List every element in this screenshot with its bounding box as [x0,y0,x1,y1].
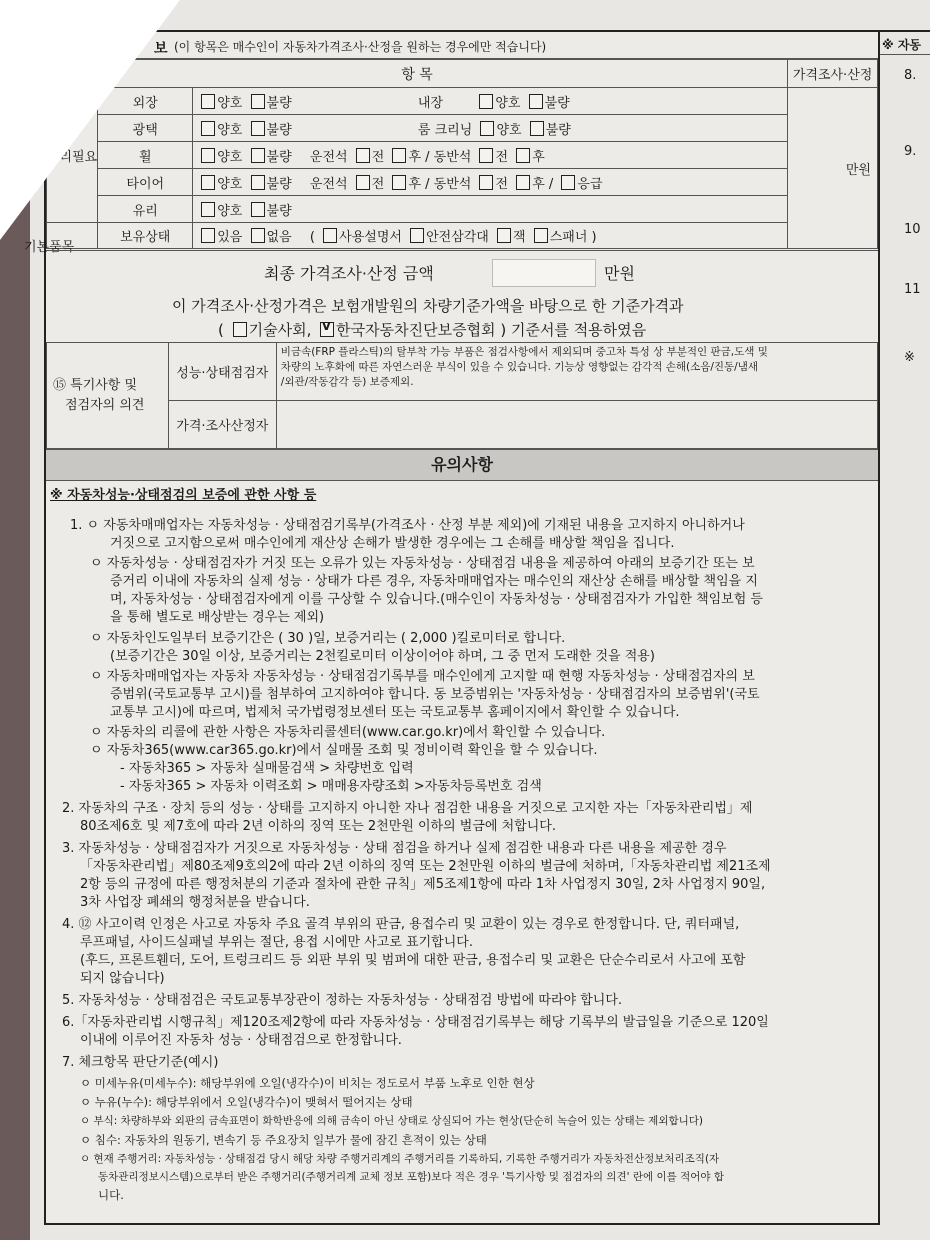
checkbox-wheel-driver-front[interactable] [356,148,370,163]
notice-line: 이내에 이루어진 자동차 성능 · 상태점검으로 한정합니다. [80,1033,402,1048]
adjacent-column [880,30,930,1227]
label-holdings: 보유상태 [98,223,193,249]
checkbox-cleaning-bad[interactable] [530,121,544,136]
label-good: 양호 [217,176,243,192]
page-fold [0,0,180,240]
notice-line: ㅇ 부식: 차량하부와 외판의 금속표면이 화학반응에 의해 금속이 아닌 상태로 상실되어 가는 현상(단순히 녹슬어 있는 상태는 제외합니다) [80,1115,703,1127]
checkbox-tire-driver-rear[interactable] [392,175,406,190]
label-bad: 불량 [266,122,292,138]
label-good: 양호 [217,149,243,165]
label-bad: 불량 [544,95,570,111]
final-price-section [46,250,878,343]
label-front: 전 [371,176,385,192]
label-emergency: 응급 [577,176,603,192]
paren-open: ( [309,230,315,245]
checkbox-interior-bad[interactable] [529,94,543,109]
notice-title: 유의사항 [46,449,878,481]
group-repair-label: 수리필요 [47,149,98,165]
notice-line: 증거리 이내에 자동차의 실제 성능 · 상태가 다른 경우, 자동차매매업자는 매수인의 재산상 손해를 배상할 책임을 지 [110,574,758,589]
label-interior: 내장 [417,95,444,111]
label-bad: 불량 [266,203,292,219]
label-bad: 불량 [266,149,292,165]
paren-open: ( [218,321,224,339]
notice-line: 증범위(국토교통부 고시)를 첨부하여 고지하여야 합니다. 동 보증범위는 '자동차성능 · 상태점검자의 보증범위'(국토 [110,687,760,702]
special-label-line1: ⑮ 특기사항 및 [53,377,138,393]
adjacent-item: 11 [904,282,921,297]
price-cell[interactable] [788,88,878,249]
checkbox-jack[interactable] [497,228,511,243]
inspector-note-line: 차량의 노후화에 따른 자연스러운 부식이 있을 수 있습니다. 기능상 영향없는 감각적 손해(소음/진동/냄새 [280,361,759,373]
basis-suffix: ) 기준서를 적용하였음 [500,321,647,339]
label-wheel: 휠 [98,142,193,169]
col-price-header: 가격조사·산정 [788,60,878,88]
label-bad: 불량 [266,95,292,111]
notice-line: 을 통해 별도로 배상받는 경우는 제외) [110,610,325,625]
notice-line: 3. 자동차성능 · 상태점검자가 거짓으로 자동차성능 · 상태 점검을 하거나 실제 점검한 내용과 다른 내용을 제공한 경우 [62,841,727,856]
checkbox-have[interactable] [201,228,215,243]
notice-line: ㅇ 미세누유(미세누수): 해당부위에 오일(냉각수)이 비치는 정도로서 부품 노후로 인한 현상 [80,1076,535,1090]
notice-line: - 자동차365 > 자동차 실매물검색 > 차량번호 입력 [120,761,414,776]
checkbox-tire-passenger-front[interactable] [479,175,493,190]
group-basic-label: 기본품목 [24,240,75,255]
checkbox-exterior-bad[interactable] [251,94,265,109]
special-label-cell [47,343,169,449]
checkbox-wheel-passenger-rear[interactable] [516,148,530,163]
notice-line: 6.「자동차관리법 시행규칙」제120조제2항에 따라 자동차성능 · 상태점검기록부는 해당 기록부의 발급일을 기준으로 120일 [62,1015,769,1030]
checkbox-tire-bad[interactable] [251,175,265,190]
notice-line: 「자동차관리법」제80조제9호의2에 따라 2년 이하의 징역 또는 2천만원 이하의 벌금에 처하며,「자동차관리법 제21조제 [80,859,771,874]
unit-manwon: 만원 [845,162,871,178]
label-driver-seat: 운전석 [309,149,348,165]
row-exterior [193,88,788,115]
label-good: 양호 [217,122,243,138]
notice-line: ㅇ 누유(누수): 해당부위에서 오일(냉각수)이 맺혀서 떨어지는 상태 [80,1095,413,1109]
notice-line: 거짓으로 고지함으로써 매수인에게 재산상 손해가 발생한 경우에는 그 손해를 배상할 책임을 집니다. [110,536,675,551]
label-jack: 잭 [513,230,526,245]
label-driver-seat: 운전석 [309,176,348,192]
adjacent-item: 9. [904,144,917,159]
adjacent-item: 8. [904,68,917,83]
checkbox-tire-good[interactable] [201,175,215,190]
label-front: 전 [371,149,385,165]
checkbox-engineer-society[interactable] [233,322,247,337]
final-basis-line1: 이 가격조사·산정가격은 보험개발원의 차량기준가액을 바탕으로 한 기준가격과 [172,297,684,315]
checkbox-wheel-bad[interactable] [251,148,265,163]
notice-line: 5. 자동차성능 · 상태점검은 국토교통부장관이 정하는 자동차성능 · 상태점검 방법에 따라야 합니다. [62,993,623,1008]
label-glass: 유리 [98,196,193,223]
checkbox-glass-good[interactable] [201,202,215,217]
notice-line: 7. 체크항목 판단기준(예시) [62,1055,219,1070]
col-item-header: 항 목 [47,60,788,88]
notice-line: 3차 사업장 폐쇄의 행정처분을 받습니다. [80,895,310,910]
checkbox-interior-good[interactable] [479,94,493,109]
checkbox-wheel-driver-rear[interactable] [392,148,406,163]
row-holdings [193,223,788,249]
checkbox-exterior-good[interactable] [201,94,215,109]
special-label-line2: 점검자의 의견 [65,397,145,413]
notice-subtitle: ※ 자동차성능·상태점검의 보증에 관한 사항 등 [50,488,317,503]
label-gloss: 광택 [98,115,193,142]
notice-line: 교통부 고시)에 따르며, 법제처 국가법령정보센터 또는 국토교통부 홈페이지에서 확인할 수 있습니다. [110,705,680,720]
notice-line: 동차관리정보시스템)으로부터 받은 주행거리(주행거리계 교체 정보 포함)보다 적은 경우 '특기사항 및 점검자의 의견' 란에 이를 적어야 합 [98,1171,724,1183]
label-bad: 불량 [545,122,571,138]
checkbox-tire-emergency[interactable] [561,175,575,190]
label-tire: 타이어 [98,169,193,196]
section-note: (이 항목은 매수인이 자동차가격조사·산정을 원하는 경우에만 적습니다) [174,40,547,54]
price-inspector-note[interactable] [276,401,877,449]
final-price-label: 최종 가격조사·산정 금액 [264,264,434,283]
label-good: 양호 [217,203,243,219]
notice-line: 80조제6호 및 제7호에 따라 2년 이하의 징역 또는 2천만원 이하의 벌금에 처합니다. [80,819,556,834]
checkbox-wheel-passenger-front[interactable] [479,148,493,163]
inspector-note-line: /외관/작동감각 등) 보증제외. [280,376,414,388]
notice-line: 며, 자동차성능 · 상태점검자에게 이를 구상할 수 있습니다.(매수인이 자동차성능 · 상태점검자가 가입한 책임보험 등 [110,592,763,607]
inspector-note[interactable] [276,343,877,401]
notice-line: 니다. [98,1188,124,1202]
notice-line: ㅇ 자동차365(www.car365.go.kr)에서 실매물 조회 및 정비이력 확인을 할 수 있습니다. [90,743,598,758]
special-notes-table [46,342,878,449]
checkbox-tire-passenger-rear[interactable] [516,175,530,190]
label-bad: 불량 [266,176,292,192]
row-wheel [193,142,788,169]
notice-line: 4. ⑫ 사고이력 인정은 사고로 자동차 주요 골격 부위의 판금, 용접수리 및 교환이 있는 경우로 한정합니다. 단, 쿼터패널, [62,917,740,932]
label-front: 전 [495,176,509,192]
checkbox-kada[interactable] [320,322,334,337]
notice-section [46,449,878,503]
label-rear-passenger: 후 / 동반석 [408,176,472,192]
checkbox-gloss-good[interactable] [201,121,215,136]
label-front: 전 [495,149,509,165]
option-kada: 한국자동차진단보증협회 [336,321,496,339]
notice-line: 2항 등의 규정에 따른 행정처분의 기준과 절차에 관한 규칙」제5조제1항에 따라 1차 사업정지 30일, 2차 사업정지 90일, [80,877,766,892]
checkbox-tire-driver-front[interactable] [356,175,370,190]
notice-line: ㅇ 자동차의 리콜에 관한 사항은 자동차리콜센터(www.car.go.kr)에서 확인할 수 있습니다. [90,725,606,740]
checkbox-triangle[interactable] [410,228,424,243]
label-spanner: 스패너 [549,230,588,245]
paren-close: ) [591,230,597,245]
label-rear-passenger: 후 / 동반석 [408,149,472,165]
checkbox-gloss-bad[interactable] [251,121,265,136]
final-basis-line2 [218,319,646,340]
label-room-cleaning: 룸 크리닝 [417,122,473,138]
notice-line: 2. 자동차의 구조 · 장치 등의 성능 · 상태를 고지하지 아니한 자나 점검한 내용을 거짓으로 고지한 자는「자동차관리법」제 [62,801,753,816]
inspector-note-line: 비금속(FRP 플라스틱)의 탈부착 가능 부품은 점검사항에서 제외되며 중고차 특성 상 부분적인 판금,도색 및 [280,346,768,358]
label-inspector: 성능·상태점검자 [168,343,276,401]
checkbox-none[interactable] [251,228,265,243]
label-none: 없음 [266,230,292,245]
checkbox-glass-bad[interactable] [251,202,265,217]
notice-line: ㅇ 자동차성능 · 상태점검자가 거짓 또는 오류가 있는 자동차성능 · 상태점검 내용을 제공하여 아래의 보증기간 또는 보 [90,556,755,571]
label-good: 양호 [496,122,522,138]
label-price-inspector: 가격·조사산정자 [168,401,276,449]
notice-line: 1. ㅇ 자동차매매업자는 자동차성능 · 상태점검기록부(가격조사 · 산정 부분 제외)에 기재된 내용을 고지하지 아니하거나 [70,518,745,533]
option-engineer-society: 기술사회, [248,321,312,339]
notice-line: ㅇ 침수: 자동차의 원동기, 변속기 등 주요장치 일부가 물에 잠긴 흔적이 있는 상태 [80,1133,487,1147]
notice-line: 루프패널, 사이드실패널 부위는 절단, 용접 시에만 사고로 표기합니다. [80,935,473,950]
notice-line: ㅇ 현재 주행거리: 자동차성능 · 상태점검 당시 해당 차량 주행거리계의 주행거리를 기록하되, 기록한 주행거리가 자동차전산정보처리조직(자 [80,1153,720,1165]
final-price-unit: 만원 [604,264,635,283]
checkbox-cleaning-good[interactable] [480,121,494,136]
final-price-input[interactable] [492,259,596,287]
notice-line: ㅇ 자동차인도일부터 보증기간은 ( 30 )일, 보증거리는 ( 2,000 )킬로미터로 합니다. [90,631,566,646]
notice-line: (보증기간은 30일 이상, 보증거리는 2천킬로미터 이상이어야 하며, 그 중 먼저 도래한 것을 적용) [110,649,655,664]
label-good: 양호 [217,95,243,111]
checkbox-wheel-good[interactable] [201,148,215,163]
label-have: 있음 [217,230,243,245]
checkbox-manual[interactable] [323,228,337,243]
label-manual: 사용설명서 [339,230,402,245]
notice-line: - 자동차365 > 자동차 이력조회 > 매매용자량조회 >자동차등록번호 검색 [120,779,542,794]
notice-line: (후드, 프론트휀더, 도어, 트렁크리드 등 외판 부위 및 범퍼에 대한 판금, 용접수리 및 교환은 단순수리로서 사고에 포함 [80,953,746,968]
row-tire [193,169,788,196]
label-exterior: 외장 [98,88,193,115]
notice-line: ㅇ 자동차매매업자는 자동차 자동차성능 · 상태점검기록부를 매수인에게 고지할 때 현행 자동차성능 · 상태점검자의 보 [90,669,755,684]
notice-line: 되지 않습니다) [80,971,165,986]
label-good: 양호 [495,95,521,111]
section-title-fragment: 보 [154,41,168,57]
label-rear: 후 [532,149,545,165]
adjacent-item: 10 [904,222,921,237]
adjacent-column-title: ※ 자동 [882,38,922,52]
row-gloss [193,115,788,142]
checkbox-spanner[interactable] [534,228,548,243]
label-rear: 후 / [532,176,558,192]
row-glass [193,196,788,223]
label-triangle: 안전삼각대 [426,230,489,245]
adjacent-item: ※ [904,350,915,365]
